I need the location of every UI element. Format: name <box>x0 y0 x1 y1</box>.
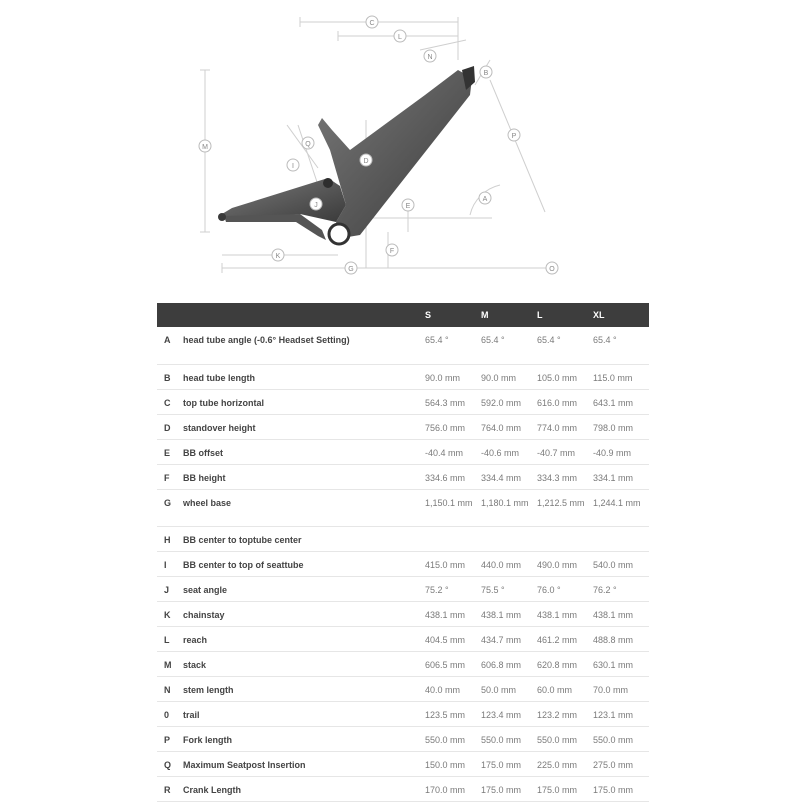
frame-geometry-diagram <box>0 0 800 290</box>
row-value-text: 434.7 mm <box>481 635 522 645</box>
row-label <box>183 577 425 602</box>
row-label-text: stem length <box>183 685 234 695</box>
row-label-text: Maximum Seatpost Insertion <box>183 760 306 770</box>
row-value-text: 438.1 mm <box>537 610 578 620</box>
row-value <box>425 440 481 465</box>
row-label <box>183 440 425 465</box>
row-value-text: 50.0 mm <box>481 685 517 695</box>
marker-k <box>272 249 284 261</box>
row-value-text: -40.6 mm <box>481 448 520 458</box>
table-row <box>157 752 649 777</box>
row-letter <box>157 627 183 652</box>
row-value-text: 438.1 mm <box>481 610 522 620</box>
row-value <box>593 777 649 802</box>
row-value <box>481 777 537 802</box>
row-value <box>593 627 649 652</box>
marker-m <box>199 140 211 152</box>
row-label <box>183 552 425 577</box>
row-value-text: 616.0 mm <box>537 398 578 408</box>
row-value <box>537 602 593 627</box>
row-label <box>183 652 425 677</box>
row-value <box>425 652 481 677</box>
row-value <box>537 440 593 465</box>
row-value <box>593 390 649 415</box>
row-label <box>183 327 425 365</box>
row-label-text: head tube length <box>183 373 255 383</box>
row-value <box>537 527 593 552</box>
row-value-text: 438.1 mm <box>593 610 634 620</box>
row-value-text: 438.1 mm <box>425 610 466 620</box>
row-value <box>425 365 481 390</box>
row-value <box>593 727 649 752</box>
row-value <box>537 327 593 365</box>
table-header-row <box>157 303 649 327</box>
row-value-text: 540.0 mm <box>593 560 634 570</box>
row-value-text: 70.0 mm <box>593 685 629 695</box>
row-value <box>481 440 537 465</box>
row-value-text: 105.0 mm <box>537 373 578 383</box>
row-letter <box>157 527 183 552</box>
row-label <box>183 702 425 727</box>
row-value <box>593 652 649 677</box>
header-size-l: L <box>537 303 593 327</box>
row-value <box>537 577 593 602</box>
geometry-table <box>157 303 649 802</box>
row-value <box>593 552 649 577</box>
table-row <box>157 365 649 390</box>
marker-g <box>345 262 357 274</box>
row-value <box>593 677 649 702</box>
row-value-text: 764.0 mm <box>481 423 522 433</box>
row-value <box>481 415 537 440</box>
row-value <box>481 677 537 702</box>
header-size-s: S <box>425 303 481 327</box>
row-letter-text: E <box>164 448 171 458</box>
marker-n-label: N <box>427 54 433 61</box>
row-label-text: trail <box>183 710 200 720</box>
geometry-table-body <box>157 327 649 802</box>
row-value <box>537 465 593 490</box>
row-value <box>481 652 537 677</box>
marker-i-label: I <box>292 163 294 170</box>
row-value <box>593 327 649 365</box>
table-row <box>157 677 649 702</box>
marker-k-label: K <box>275 253 281 260</box>
row-label <box>183 752 425 777</box>
row-label <box>183 465 425 490</box>
row-value <box>425 702 481 727</box>
row-label <box>183 727 425 752</box>
row-letter-text: R <box>164 785 171 795</box>
header-size-xl: XL <box>593 303 649 327</box>
marker-d <box>360 154 372 166</box>
table-row <box>157 440 649 465</box>
marker-c <box>366 16 378 28</box>
row-value <box>537 490 593 527</box>
row-value-text: -40.7 mm <box>537 448 576 458</box>
row-letter <box>157 365 183 390</box>
row-value <box>593 365 649 390</box>
row-letter <box>157 390 183 415</box>
row-label <box>183 490 425 527</box>
row-letter-text: M <box>164 660 172 670</box>
row-letter-text: K <box>164 610 171 620</box>
table-row <box>157 390 649 415</box>
row-value-text: 550.0 mm <box>593 735 634 745</box>
row-value-text: 606.8 mm <box>481 660 522 670</box>
marker-j <box>310 198 322 210</box>
row-value-text: 334.3 mm <box>537 473 578 483</box>
table-row <box>157 490 649 527</box>
row-value <box>425 627 481 652</box>
row-label <box>183 390 425 415</box>
row-label <box>183 777 425 802</box>
row-value-text: 774.0 mm <box>537 423 578 433</box>
row-value <box>593 527 649 552</box>
row-letter-text: L <box>164 635 170 645</box>
row-label-text: top tube horizontal <box>183 398 264 408</box>
marker-d-label: D <box>363 158 369 165</box>
row-letter-text: C <box>164 398 171 408</box>
marker-p-label: P <box>511 133 517 140</box>
row-value-text: -40.9 mm <box>593 448 632 458</box>
row-value-text: 175.0 mm <box>481 760 522 770</box>
row-value-text: 415.0 mm <box>425 560 466 570</box>
row-value <box>481 752 537 777</box>
header-letter <box>157 303 183 327</box>
row-value-text: 40.0 mm <box>425 685 461 695</box>
marker-o-label: O <box>549 266 555 273</box>
table-row <box>157 702 649 727</box>
row-value-text: 123.2 mm <box>537 710 578 720</box>
row-value-text: 65.4 ° <box>425 335 449 345</box>
row-value <box>425 602 481 627</box>
row-letter-text: H <box>164 535 171 545</box>
row-value-text: 550.0 mm <box>537 735 578 745</box>
table-row <box>157 465 649 490</box>
row-value <box>537 415 593 440</box>
row-label-text: BB center to top of seattube <box>183 560 304 570</box>
row-value-text: 461.2 mm <box>537 635 578 645</box>
header-label <box>183 303 425 327</box>
row-letter <box>157 777 183 802</box>
row-value <box>593 490 649 527</box>
row-label <box>183 527 425 552</box>
marker-g-label: G <box>348 266 354 273</box>
row-value <box>425 490 481 527</box>
row-letter <box>157 552 183 577</box>
row-value <box>425 327 481 365</box>
row-value-text: 334.4 mm <box>481 473 522 483</box>
row-value-text: 90.0 mm <box>481 373 517 383</box>
row-value-text: 1,180.1 mm <box>481 498 529 508</box>
row-letter-text: F <box>164 473 170 483</box>
row-value-text: 60.0 mm <box>537 685 573 695</box>
row-value-text: 1,212.5 mm <box>537 498 585 508</box>
marker-l-label: L <box>398 34 402 41</box>
row-value <box>425 727 481 752</box>
marker-i <box>287 159 299 171</box>
row-value-text: 75.5 ° <box>481 585 505 595</box>
row-value <box>425 527 481 552</box>
row-letter-text: N <box>164 685 171 695</box>
row-value <box>425 752 481 777</box>
row-value <box>481 465 537 490</box>
table-row <box>157 552 649 577</box>
row-letter <box>157 490 183 527</box>
header-size-m: M <box>481 303 537 327</box>
row-letter <box>157 677 183 702</box>
row-value-text: 90.0 mm <box>425 373 461 383</box>
row-label-text: head tube angle (-0.6° Headset Setting) <box>183 335 350 345</box>
marker-b <box>480 66 492 78</box>
row-value-text: 225.0 mm <box>537 760 578 770</box>
row-value-text: 550.0 mm <box>425 735 466 745</box>
row-value-text: -40.4 mm <box>425 448 464 458</box>
row-letter <box>157 652 183 677</box>
row-value <box>537 627 593 652</box>
row-value <box>425 577 481 602</box>
row-value <box>481 365 537 390</box>
row-value-text: 1,244.1 mm <box>593 498 641 508</box>
row-label-text: stack <box>183 660 207 670</box>
row-value-text: 150.0 mm <box>425 760 466 770</box>
row-value <box>481 390 537 415</box>
row-value-text: 123.4 mm <box>481 710 522 720</box>
marker-e-label: E <box>405 203 411 210</box>
row-value <box>593 465 649 490</box>
table-row <box>157 527 649 552</box>
row-value-text <box>537 527 593 534</box>
row-value <box>481 490 537 527</box>
row-value <box>425 677 481 702</box>
marker-q <box>302 137 314 149</box>
table-row <box>157 577 649 602</box>
row-value <box>425 390 481 415</box>
row-value-text: 76.0 ° <box>537 585 561 595</box>
marker-q-label: Q <box>305 141 311 148</box>
row-value-text: 65.4 ° <box>593 335 617 345</box>
row-value-text: 175.0 mm <box>537 785 578 795</box>
row-value-text: 440.0 mm <box>481 560 522 570</box>
row-value-text: 334.1 mm <box>593 473 634 483</box>
table-row <box>157 415 649 440</box>
row-letter-text: P <box>164 735 171 745</box>
row-letter <box>157 752 183 777</box>
row-value-text: 550.0 mm <box>481 735 522 745</box>
row-value <box>593 577 649 602</box>
row-value-text: 606.5 mm <box>425 660 466 670</box>
row-label-text: reach <box>183 635 208 645</box>
row-label-text: BB center to toptube center <box>183 535 302 545</box>
row-value <box>537 390 593 415</box>
row-value-text: 75.2 ° <box>425 585 449 595</box>
row-value-text: 756.0 mm <box>425 423 466 433</box>
row-value <box>425 777 481 802</box>
row-value <box>537 365 593 390</box>
marker-n <box>424 50 436 62</box>
row-letter-text: I <box>164 560 167 570</box>
row-value-text <box>593 527 649 534</box>
row-value <box>425 465 481 490</box>
row-value-text: 65.4 ° <box>481 335 505 345</box>
row-label-text: seat angle <box>183 585 228 595</box>
row-value-text: 798.0 mm <box>593 423 634 433</box>
row-label <box>183 677 425 702</box>
bike-frame <box>218 66 475 244</box>
row-letter-text: A <box>164 335 171 345</box>
row-value-text: 1,150.1 mm <box>425 498 473 508</box>
row-value <box>425 552 481 577</box>
table-row <box>157 652 649 677</box>
row-value <box>425 415 481 440</box>
row-value-text <box>481 527 537 534</box>
row-value-text: 490.0 mm <box>537 560 578 570</box>
row-label-text: BB height <box>183 473 226 483</box>
row-value-text: 630.1 mm <box>593 660 634 670</box>
row-value-text: 334.6 mm <box>425 473 466 483</box>
marker-f-label: F <box>389 248 395 255</box>
row-letter <box>157 577 183 602</box>
row-value-text: 175.0 mm <box>593 785 634 795</box>
row-value <box>593 602 649 627</box>
row-value <box>481 702 537 727</box>
row-letter-text: G <box>164 498 172 508</box>
row-label-text: wheel base <box>183 498 232 508</box>
row-value-text: 643.1 mm <box>593 398 634 408</box>
row-value <box>481 627 537 652</box>
row-label-text: Crank Length <box>183 785 242 795</box>
row-value-text: 275.0 mm <box>593 760 634 770</box>
row-value-text: 175.0 mm <box>481 785 522 795</box>
row-value-text: 76.2 ° <box>593 585 617 595</box>
row-label-text: chainstay <box>183 610 225 620</box>
row-value-text: 404.5 mm <box>425 635 466 645</box>
row-value <box>537 677 593 702</box>
table-row <box>157 627 649 652</box>
row-value-text: 564.3 mm <box>425 398 466 408</box>
table-row <box>157 777 649 802</box>
row-value <box>481 577 537 602</box>
row-letter-text: B <box>164 373 171 383</box>
row-value <box>481 527 537 552</box>
row-letter <box>157 440 183 465</box>
row-value <box>481 327 537 365</box>
marker-j-label: J <box>314 202 318 209</box>
row-letter-text: J <box>164 585 170 595</box>
row-value-text: 488.8 mm <box>593 635 634 645</box>
marker-l <box>394 30 406 42</box>
row-value <box>593 752 649 777</box>
row-value <box>593 702 649 727</box>
row-letter <box>157 702 183 727</box>
row-value <box>537 727 593 752</box>
row-label <box>183 415 425 440</box>
row-value <box>593 440 649 465</box>
row-value-text: 592.0 mm <box>481 398 522 408</box>
row-letter-text: Q <box>164 760 172 770</box>
row-value <box>537 552 593 577</box>
row-letter <box>157 327 183 365</box>
row-value <box>537 777 593 802</box>
marker-f <box>386 244 398 256</box>
row-value <box>481 552 537 577</box>
row-label <box>183 602 425 627</box>
row-letter-text: 0 <box>164 710 170 720</box>
row-value-text: 65.4 ° <box>537 335 561 345</box>
row-label-text: standover height <box>183 423 256 433</box>
row-value-text: 170.0 mm <box>425 785 466 795</box>
row-value <box>481 602 537 627</box>
marker-a-label: A <box>482 196 488 203</box>
row-value-text: 123.5 mm <box>425 710 466 720</box>
row-label-text: BB offset <box>183 448 223 458</box>
row-letter <box>157 415 183 440</box>
row-value <box>537 702 593 727</box>
row-letter <box>157 727 183 752</box>
row-value-text: 123.1 mm <box>593 710 634 720</box>
row-value <box>481 727 537 752</box>
row-value <box>537 652 593 677</box>
marker-o <box>546 262 558 274</box>
row-letter <box>157 465 183 490</box>
table-row <box>157 727 649 752</box>
marker-p <box>508 129 520 141</box>
row-value-text <box>425 527 481 534</box>
table-row <box>157 327 649 365</box>
marker-m-label: M <box>202 144 208 151</box>
row-letter-text: D <box>164 423 171 433</box>
table-row <box>157 602 649 627</box>
row-value-text: 620.8 mm <box>537 660 578 670</box>
row-value-text: 115.0 mm <box>593 373 633 383</box>
row-label <box>183 365 425 390</box>
row-label <box>183 627 425 652</box>
marker-b-label: B <box>483 70 489 77</box>
row-letter <box>157 602 183 627</box>
row-label-text: Fork length <box>183 735 232 745</box>
row-value <box>593 415 649 440</box>
row-value <box>537 752 593 777</box>
marker-e <box>402 199 414 211</box>
marker-c-label: C <box>369 20 375 27</box>
marker-a <box>479 192 491 204</box>
